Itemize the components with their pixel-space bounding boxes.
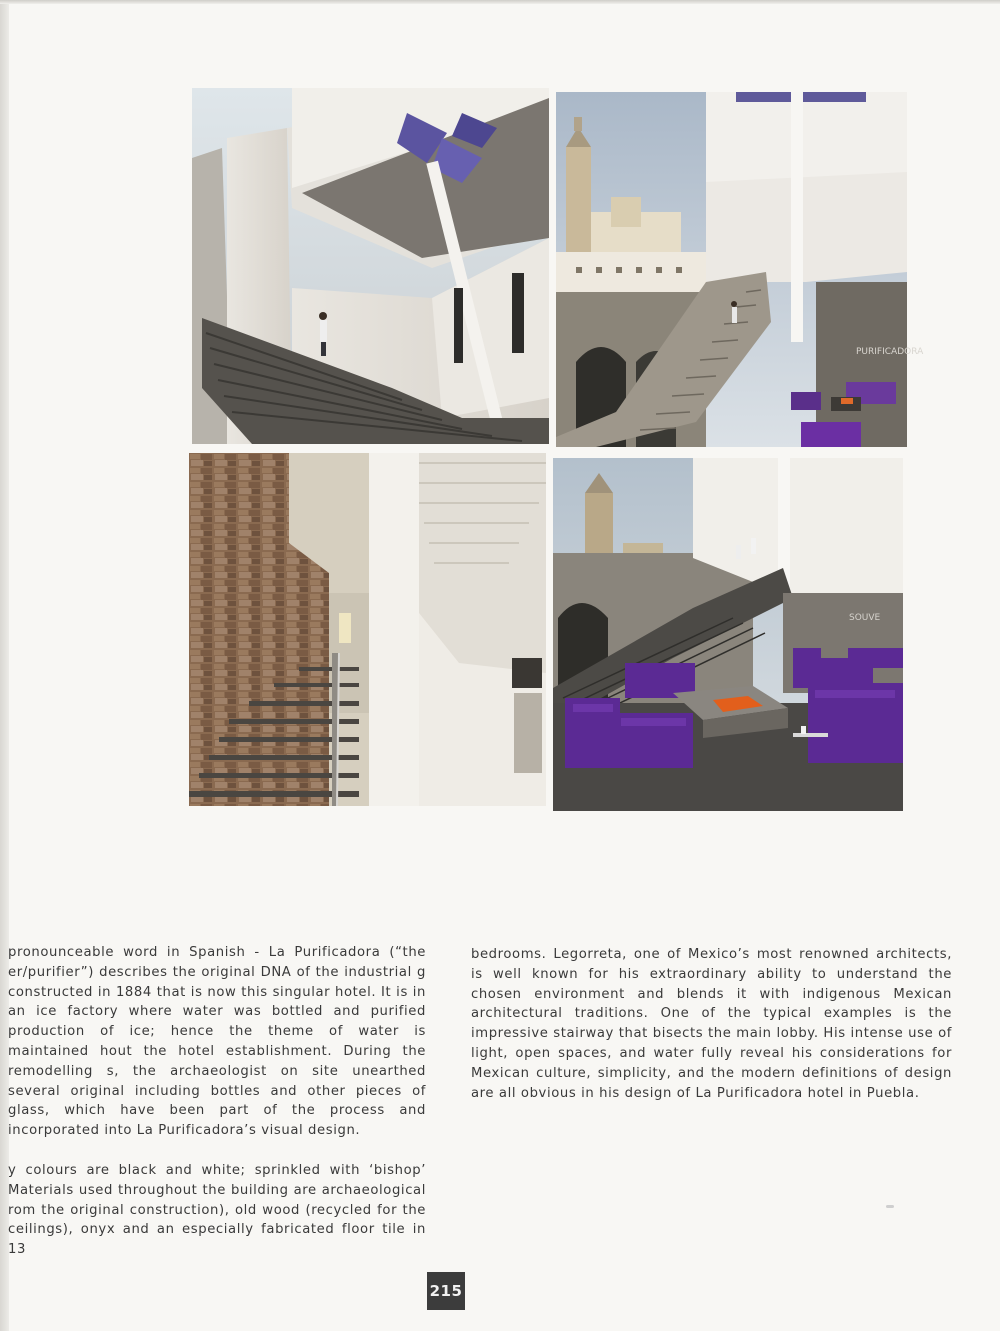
body-paragraph: y colours are black and white; sprinkled with ‘bishop’ Materials used throughout the building are archaeological rom the original construction), old wood (recycled for the ceilings), onyx and an especially fabricated floor tile in 13	[8, 1162, 426, 1258]
body-paragraph: bedrooms. Legorreta, one of Mexico’s most renowned architects, is well known for his extraordinary ability to understand the chosen environment and blends it with indigenous Mexican architectural traditions. One of the typical examples is the impressive stairway that bisects the main lobby. His intense use of light, open spaces, and water fully reveal his considerations for Mexican culture, simplicity, and the modern definitions of design are all obvious in his design of La Purificadora hotel in Puebla.	[471, 947, 952, 1101]
souve-wall-sign: SOUVE	[849, 613, 881, 623]
photo-stone-wall-glass-stair	[189, 453, 546, 806]
photo-atrium-skylight-stair	[192, 88, 549, 444]
page-number: 215	[427, 1272, 465, 1310]
body-text-right-column	[471, 945, 952, 1103]
photo-courtyard-purple-lounge	[553, 458, 903, 811]
body-paragraph: pronounceable word in Spanish - La Purificadora (“the er/purifier”) describes the original DNA of the industrial g constructed in 1884 that is now this singular hotel. It is in an ice factory where water was bottled and purified production of ice; hence the theme of water is maintained hout the hotel establishment. During the remodelling s, the archaeologist on site unearthed several original including bottles and other pieces of glass, which have been part of the process and incorporated into La Purificadora’s visual design.	[8, 945, 426, 1139]
scan-speck	[886, 1205, 894, 1208]
body-text-left-column	[8, 943, 426, 1280]
purificadora-wall-sign: PURIFICADORA	[856, 347, 924, 357]
scan-top-edge	[0, 0, 1000, 4]
photo-cathedral-tower-stairway	[556, 92, 924, 447]
